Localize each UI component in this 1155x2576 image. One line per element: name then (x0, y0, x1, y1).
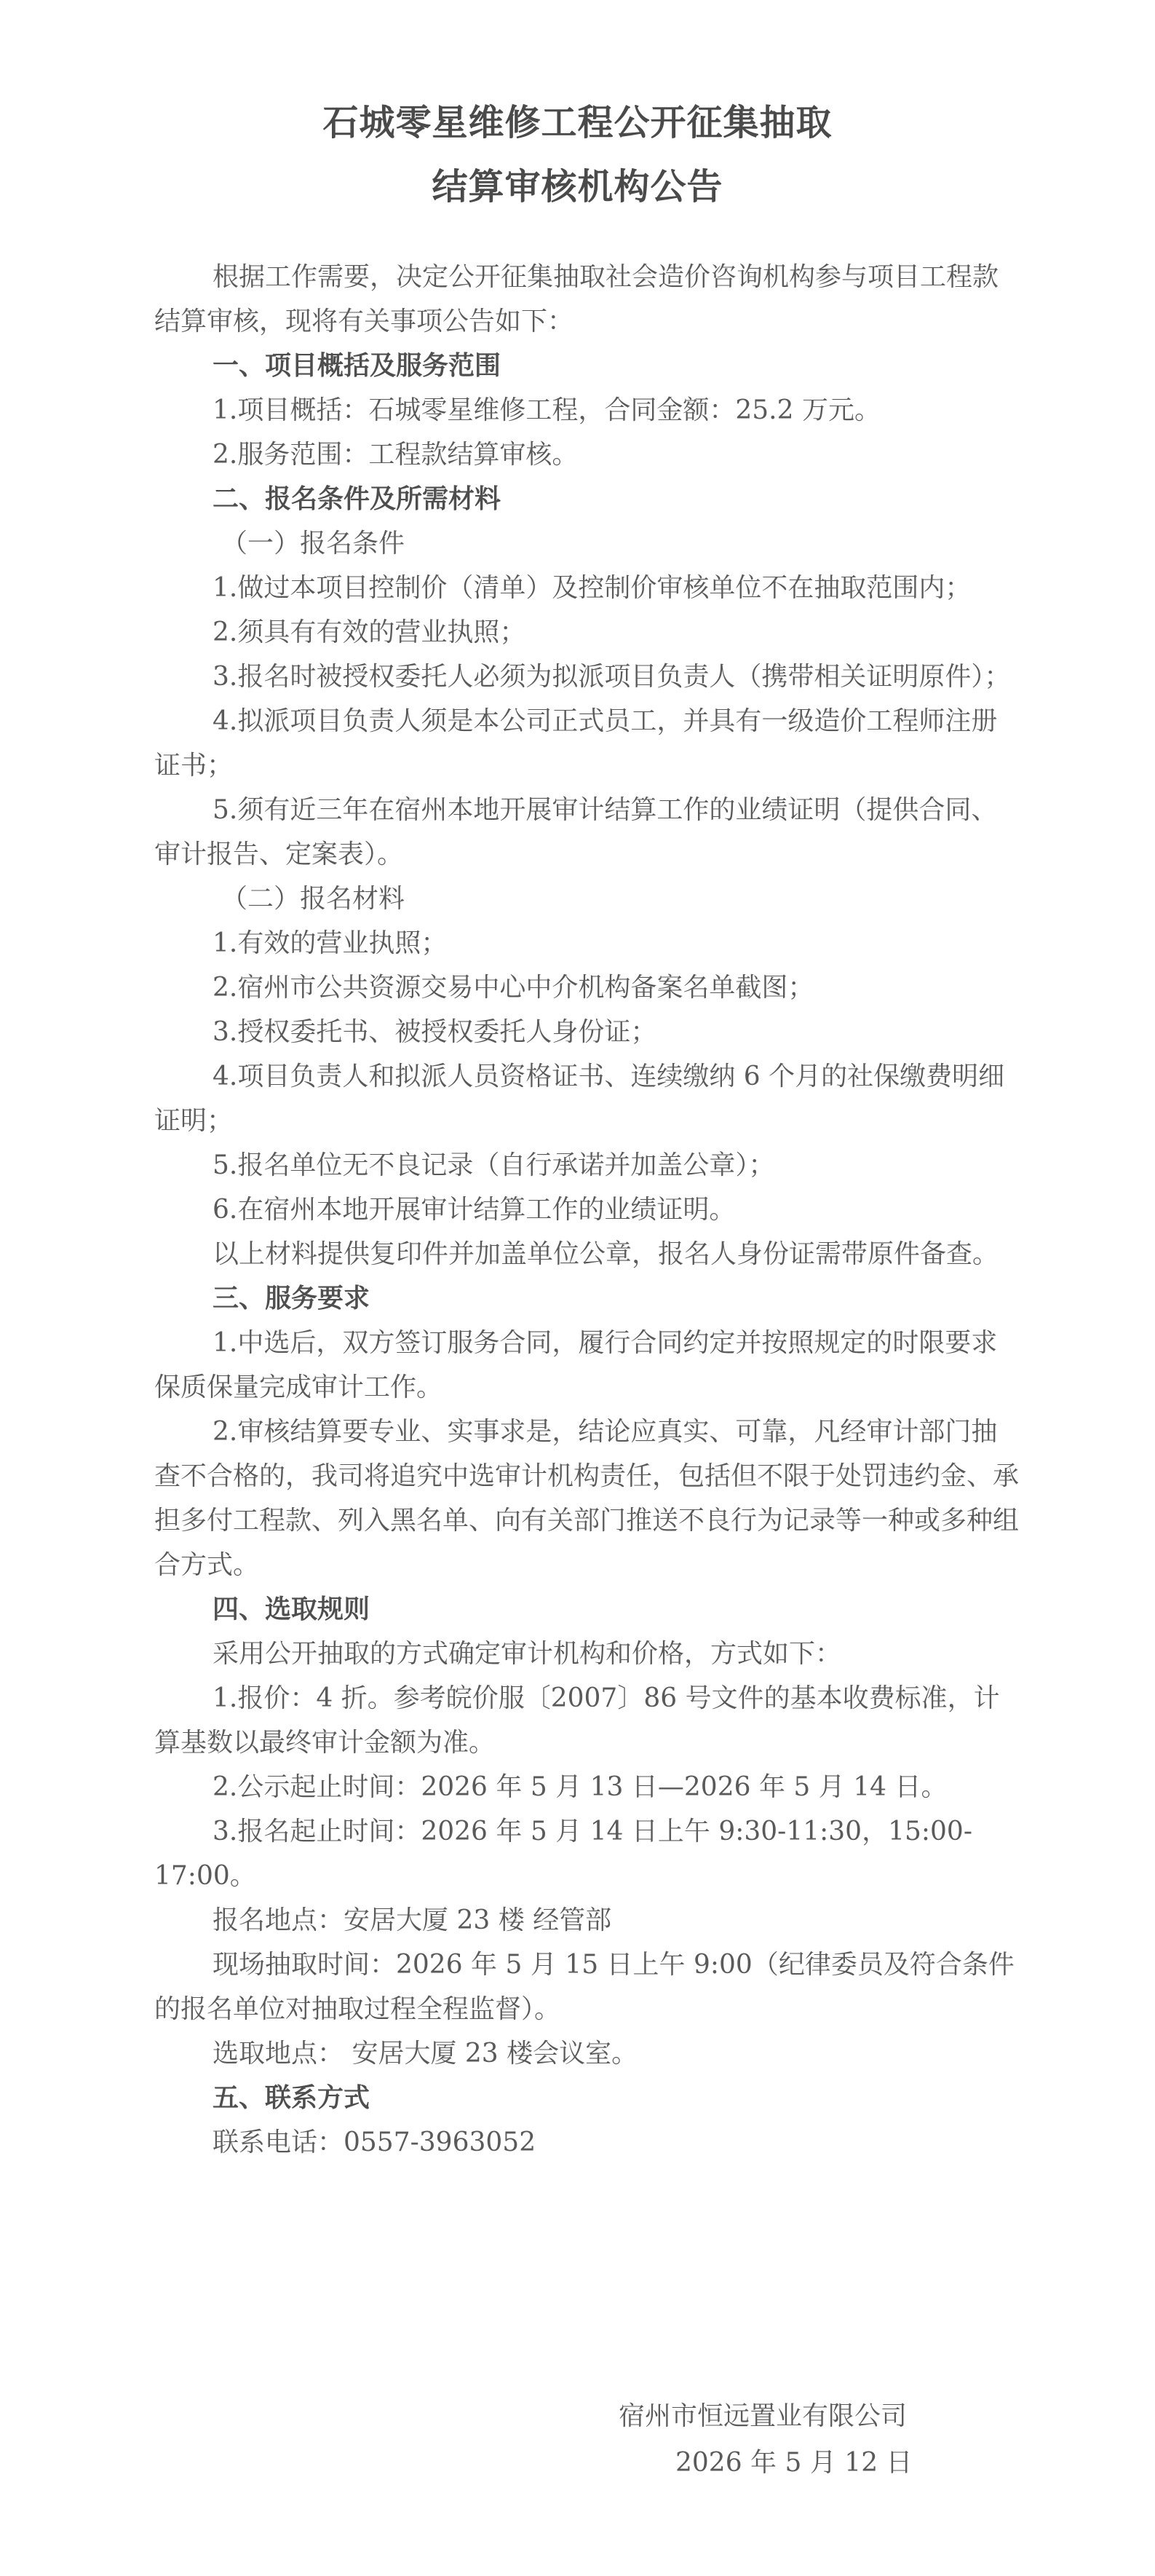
material-item: 5.报名单位无不良记录（自行承诺并加盖公章）； (213, 1150, 775, 1180)
section-heading-3: 三、服务要求 (213, 1284, 370, 1313)
condition-item: 2.须具有有效的营业执照； (213, 617, 526, 647)
selection-rule: 2.公示起止时间：2026 年 5 月 13 日—2026 年 5 月 14 日。 (213, 1772, 948, 1802)
condition-item: 1.做过本项目控制价（清单）及控制价审核单位不在抽取范围内； (213, 573, 972, 603)
condition-item: 4.拟派项目负责人须是本公司正式员工，并具有一级造价工程师注册证书； (154, 706, 998, 781)
draw-time: 现场抽取时间：2026 年 5 月 15 日上午 9:00（纪律委员及符合条件的报名单位对抽取过程全程监督）。 (154, 1950, 1015, 2024)
subsection-conditions: （一）报名条件 (221, 529, 405, 558)
section-heading-5: 五、联系方式 (213, 2083, 370, 2113)
service-requirement: 2.审核结算要专业、实事求是，结论应真实、可靠，凡经审计部门抽查不合格的，我司将追究中选审计机构责任，包括但不限于处罚违约金、承担多付工程款、列入黑名单、向有关部门推送不良行为记录等一种或多种组合方式。 (154, 1417, 1020, 1580)
section-heading-4: 四、选取规则 (213, 1595, 370, 1624)
condition-item: 3.报名时被授权委托人必须为拟派项目负责人（携带相关证明原件）； (213, 662, 1011, 692)
signature-date: 2026 年 5 月 12 日 (675, 2448, 913, 2478)
condition-item: 5.须有近三年在宿州本地开展审计结算工作的业绩证明（提供合同、审计报告、定案表）。 (154, 795, 998, 869)
selection-rule: 3.报名起止时间：2026 年 5 月 14 日上午 9:30-11:30，15:00-17:00。 (154, 1817, 973, 1891)
project-overview: 1.项目概括：石城零星维修工程，合同金额：25.2 万元。 (213, 395, 881, 425)
material-item: 2.宿州市公共资源交易中心中介机构备案名单截图； (213, 973, 814, 1003)
selection-location: 选取地点： 安居大厦 23 楼会议室。 (213, 2039, 638, 2069)
material-item: 3.授权委托书、被授权委托人身份证； (213, 1017, 657, 1047)
intro-paragraph: 根据工作需要，决定公开征集抽取社会造价咨询机构参与项目工程款结算审核，现将有关事项公告如下： (154, 262, 999, 336)
registration-location: 报名地点：安居大厦 23 楼 经管部 (213, 1905, 612, 1935)
contact-phone: 联系电话：0557-3963052 (213, 2127, 536, 2157)
service-scope: 2.服务范围：工程款结算审核。 (213, 440, 579, 470)
signature-company: 宿州市恒远置业有限公司 (619, 2401, 908, 2431)
material-item: 6.在宿州本地开展审计结算工作的业绩证明。 (213, 1195, 736, 1225)
title-line-2: 结算审核机构公告 (432, 166, 723, 208)
material-item: 1.有效的营业执照； (213, 928, 448, 958)
announcement-body (154, 255, 1020, 2165)
subsection-materials: （二）报名材料 (221, 884, 405, 914)
section-heading-1: 一、项目概括及服务范围 (213, 351, 501, 381)
materials-note: 以上材料提供复印件并加盖单位公章，报名人身份证需带原件备查。 (213, 1239, 999, 1269)
material-item: 4.项目负责人和拟派人员资格证书、连续缴纳 6 个月的社保缴费明细证明； (154, 1062, 1005, 1136)
selection-intro: 采用公开抽取的方式确定审计机构和价格，方式如下： (213, 1639, 842, 1669)
section-heading-2: 二、报名条件及所需材料 (213, 484, 501, 514)
title-line-1: 石城零星维修工程公开征集抽取 (322, 102, 833, 143)
selection-rule: 1.报价：4 折。参考皖价服〔2007〕86 号文件的基本收费标准，计算基数以最终审计金额为准。 (154, 1683, 1000, 1758)
service-requirement: 1.中选后，双方签订服务合同，履行合同约定并按照规定的时限要求保质保量完成审计工作。 (154, 1328, 998, 1402)
